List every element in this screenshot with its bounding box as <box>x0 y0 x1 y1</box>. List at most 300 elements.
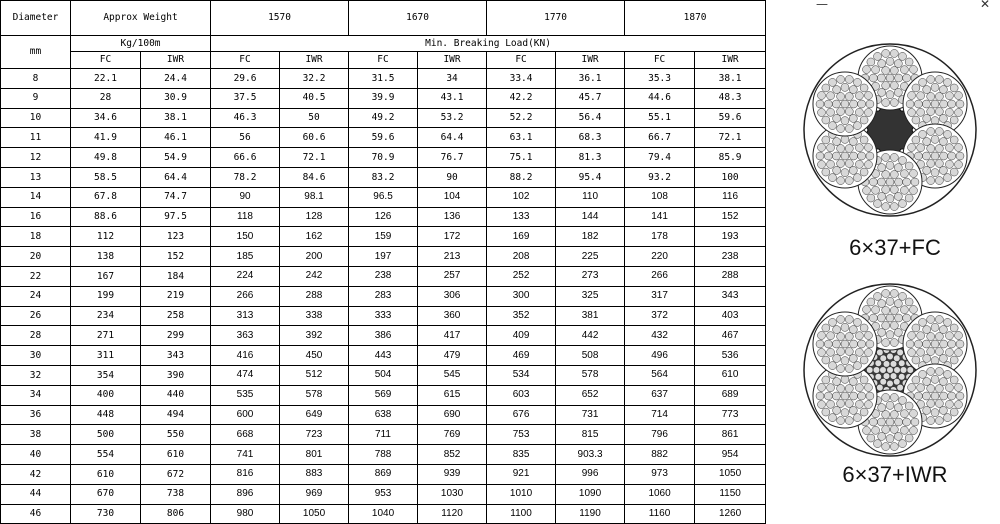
value-cell: 578 <box>556 365 625 385</box>
value-cell: 152 <box>141 247 211 267</box>
value-cell: 76.7 <box>418 148 487 168</box>
value-cell: 95.4 <box>556 167 625 187</box>
table-row <box>1 266 766 286</box>
table-row <box>1 207 766 227</box>
value-cell: 22.1 <box>71 69 141 89</box>
diameter-cell: 22 <box>1 266 71 286</box>
value-cell: 496 <box>625 346 695 366</box>
value-cell: 199 <box>71 286 141 306</box>
value-cell: 53.2 <box>418 108 487 128</box>
table-row <box>1 88 766 108</box>
diameter-cell: 16 <box>1 207 71 227</box>
iwr-header: IWR <box>141 52 211 69</box>
diameter-cell: 18 <box>1 227 71 247</box>
value-cell: 100 <box>695 167 766 187</box>
value-cell: 996 <box>556 464 625 484</box>
value-cell: 372 <box>625 306 695 326</box>
diameter-cell: 38 <box>1 425 71 445</box>
diameter-cell: 42 <box>1 464 71 484</box>
value-cell: 58.5 <box>71 167 141 187</box>
value-cell: 1010 <box>487 484 556 504</box>
value-cell: 1260 <box>695 504 766 524</box>
value-cell: 953 <box>349 484 418 504</box>
value-cell: 128 <box>280 207 349 227</box>
value-cell: 182 <box>556 227 625 247</box>
value-cell: 969 <box>280 484 349 504</box>
value-cell: 390 <box>141 365 211 385</box>
value-cell: 769 <box>418 425 487 445</box>
value-cell: 690 <box>418 405 487 425</box>
value-cell: 93.2 <box>625 167 695 187</box>
value-cell: 730 <box>71 504 141 524</box>
value-cell: 801 <box>280 445 349 465</box>
value-cell: 896 <box>211 484 280 504</box>
value-cell: 185 <box>211 247 280 267</box>
diameter-cell: 40 <box>1 445 71 465</box>
table-row <box>1 346 766 366</box>
value-cell: 66.6 <box>211 148 280 168</box>
value-cell: 45.7 <box>556 88 625 108</box>
diameter-cell: 12 <box>1 148 71 168</box>
value-cell: 193 <box>695 227 766 247</box>
value-cell: 64.4 <box>141 167 211 187</box>
value-cell: 861 <box>695 425 766 445</box>
value-cell: 450 <box>280 346 349 366</box>
table-row <box>1 286 766 306</box>
value-cell: 220 <box>625 247 695 267</box>
diameter-cell: 8 <box>1 69 71 89</box>
value-cell: 299 <box>141 326 211 346</box>
value-cell: 723 <box>280 425 349 445</box>
value-cell: 273 <box>556 266 625 286</box>
value-cell: 494 <box>141 405 211 425</box>
fc-header: FC <box>71 52 141 69</box>
value-cell: 1050 <box>280 504 349 524</box>
diameter-cell: 46 <box>1 504 71 524</box>
value-cell: 123 <box>141 227 211 247</box>
table-row <box>1 108 766 128</box>
value-cell: 40.5 <box>280 88 349 108</box>
table-row <box>1 69 766 89</box>
value-cell: 112 <box>71 227 141 247</box>
value-cell: 266 <box>211 286 280 306</box>
value-cell: 169 <box>487 227 556 247</box>
value-cell: 271 <box>71 326 141 346</box>
value-cell: 569 <box>349 385 418 405</box>
value-cell: 638 <box>349 405 418 425</box>
table-row <box>1 464 766 484</box>
value-cell: 81.3 <box>556 148 625 168</box>
value-cell: 676 <box>487 405 556 425</box>
value-cell: 300 <box>487 286 556 306</box>
value-cell: 64.4 <box>418 128 487 148</box>
value-cell: 416 <box>211 346 280 366</box>
value-cell: 440 <box>141 385 211 405</box>
value-cell: 44.6 <box>625 88 695 108</box>
value-cell: 564 <box>625 365 695 385</box>
value-cell: 32.2 <box>280 69 349 89</box>
value-cell: 882 <box>625 445 695 465</box>
value-cell: 30.9 <box>141 88 211 108</box>
value-cell: 504 <box>349 365 418 385</box>
value-cell: 403 <box>695 306 766 326</box>
value-cell: 815 <box>556 425 625 445</box>
value-cell: 159 <box>349 227 418 247</box>
value-cell: 443 <box>349 346 418 366</box>
value-cell: 66.7 <box>625 128 695 148</box>
value-cell: 400 <box>71 385 141 405</box>
table-row <box>1 385 766 405</box>
value-cell: 184 <box>141 266 211 286</box>
diameter-cell: 24 <box>1 286 71 306</box>
value-cell: 603 <box>487 385 556 405</box>
value-cell: 363 <box>211 326 280 346</box>
value-cell: 610 <box>695 365 766 385</box>
value-cell: 939 <box>418 464 487 484</box>
fc-header: FC <box>211 52 280 69</box>
value-cell: 672 <box>141 464 211 484</box>
value-cell: 97.5 <box>141 207 211 227</box>
value-cell: 141 <box>625 207 695 227</box>
value-cell: 973 <box>625 464 695 484</box>
value-cell: 208 <box>487 247 556 267</box>
grade-1870-header: 1870 <box>625 1 766 36</box>
value-cell: 954 <box>695 445 766 465</box>
value-cell: 311 <box>71 346 141 366</box>
value-cell: 167 <box>71 266 141 286</box>
value-cell: 731 <box>556 405 625 425</box>
value-cell: 266 <box>625 266 695 286</box>
value-cell: 381 <box>556 306 625 326</box>
value-cell: 1060 <box>625 484 695 504</box>
value-cell: 225 <box>556 247 625 267</box>
rope-6x37-iwr-diagram <box>800 280 980 460</box>
value-cell: 288 <box>280 286 349 306</box>
table-row <box>1 187 766 207</box>
diameter-cell: 14 <box>1 187 71 207</box>
close-icon: ✕ <box>980 0 991 11</box>
diameter-cell: 36 <box>1 405 71 425</box>
value-cell: 88.2 <box>487 167 556 187</box>
value-cell: 144 <box>556 207 625 227</box>
approx-weight-header: Approx Weight <box>71 1 211 36</box>
iwr-header: IWR <box>695 52 766 69</box>
value-cell: 102 <box>487 187 556 207</box>
value-cell: 512 <box>280 365 349 385</box>
value-cell: 796 <box>625 425 695 445</box>
value-cell: 306 <box>418 286 487 306</box>
value-cell: 110 <box>556 187 625 207</box>
value-cell: 360 <box>418 306 487 326</box>
diameter-header: Diameter <box>1 1 71 36</box>
value-cell: 75.1 <box>487 148 556 168</box>
value-cell: 325 <box>556 286 625 306</box>
value-cell: 63.1 <box>487 128 556 148</box>
value-cell: 313 <box>211 306 280 326</box>
value-cell: 118 <box>211 207 280 227</box>
value-cell: 610 <box>141 445 211 465</box>
diameter-cell: 32 <box>1 365 71 385</box>
value-cell: 59.6 <box>695 108 766 128</box>
value-cell: 152 <box>695 207 766 227</box>
value-cell: 50 <box>280 108 349 128</box>
fc-header: FC <box>487 52 556 69</box>
diameter-cell: 20 <box>1 247 71 267</box>
value-cell: 338 <box>280 306 349 326</box>
diameter-cell: 10 <box>1 108 71 128</box>
value-cell: 550 <box>141 425 211 445</box>
value-cell: 234 <box>71 306 141 326</box>
value-cell: 52.2 <box>487 108 556 128</box>
value-cell: 1030 <box>418 484 487 504</box>
value-cell: 816 <box>211 464 280 484</box>
value-cell: 479 <box>418 346 487 366</box>
value-cell: 869 <box>349 464 418 484</box>
iwr-header: IWR <box>418 52 487 69</box>
value-cell: 257 <box>418 266 487 286</box>
table-row <box>1 247 766 267</box>
value-cell: 386 <box>349 326 418 346</box>
value-cell: 980 <box>211 504 280 524</box>
diameter-cell: 34 <box>1 385 71 405</box>
value-cell: 84.6 <box>280 167 349 187</box>
value-cell: 741 <box>211 445 280 465</box>
value-cell: 711 <box>349 425 418 445</box>
value-cell: 417 <box>418 326 487 346</box>
value-cell: 835 <box>487 445 556 465</box>
value-cell: 150 <box>211 227 280 247</box>
grade-1670-header: 1670 <box>349 1 487 36</box>
value-cell: 172 <box>418 227 487 247</box>
value-cell: 126 <box>349 207 418 227</box>
value-cell: 578 <box>280 385 349 405</box>
value-cell: 317 <box>625 286 695 306</box>
value-cell: 90 <box>418 167 487 187</box>
value-cell: 78.2 <box>211 167 280 187</box>
value-cell: 714 <box>625 405 695 425</box>
value-cell: 252 <box>487 266 556 286</box>
value-cell: 600 <box>211 405 280 425</box>
table-row <box>1 306 766 326</box>
value-cell: 442 <box>556 326 625 346</box>
value-cell: 392 <box>280 326 349 346</box>
diameter-cell: 26 <box>1 306 71 326</box>
diameter-cell: 13 <box>1 167 71 187</box>
value-cell: 41.9 <box>71 128 141 148</box>
value-cell: 90 <box>211 187 280 207</box>
value-cell: 668 <box>211 425 280 445</box>
value-cell: 56.4 <box>556 108 625 128</box>
iwr-header: IWR <box>556 52 625 69</box>
table-row <box>1 445 766 465</box>
value-cell: 60.6 <box>280 128 349 148</box>
value-cell: 68.3 <box>556 128 625 148</box>
value-cell: 224 <box>211 266 280 286</box>
value-cell: 352 <box>487 306 556 326</box>
value-cell: 72.1 <box>280 148 349 168</box>
table-row <box>1 326 766 346</box>
value-cell: 508 <box>556 346 625 366</box>
value-cell: 534 <box>487 365 556 385</box>
value-cell: 88.6 <box>71 207 141 227</box>
min-breaking-load-header: Min. Breaking Load(KN) <box>211 36 766 52</box>
value-cell: 773 <box>695 405 766 425</box>
value-cell: 637 <box>625 385 695 405</box>
value-cell: 213 <box>418 247 487 267</box>
value-cell: 96.5 <box>349 187 418 207</box>
value-cell: 652 <box>556 385 625 405</box>
value-cell: 49.8 <box>71 148 141 168</box>
table-row <box>1 365 766 385</box>
value-cell: 903.3 <box>556 445 625 465</box>
value-cell: 56 <box>211 128 280 148</box>
value-cell: 500 <box>71 425 141 445</box>
value-cell: 219 <box>141 286 211 306</box>
value-cell: 615 <box>418 385 487 405</box>
value-cell: 1150 <box>695 484 766 504</box>
value-cell: 54.9 <box>141 148 211 168</box>
value-cell: 31.5 <box>349 69 418 89</box>
value-cell: 83.2 <box>349 167 418 187</box>
rope-6x37-fc-diagram <box>800 40 980 220</box>
value-cell: 43.1 <box>418 88 487 108</box>
value-cell: 1050 <box>695 464 766 484</box>
value-cell: 333 <box>349 306 418 326</box>
value-cell: 33.4 <box>487 69 556 89</box>
value-cell: 104 <box>418 187 487 207</box>
value-cell: 136 <box>418 207 487 227</box>
value-cell: 108 <box>625 187 695 207</box>
value-cell: 42.2 <box>487 88 556 108</box>
value-cell: 197 <box>349 247 418 267</box>
value-cell: 1100 <box>487 504 556 524</box>
value-cell: 55.1 <box>625 108 695 128</box>
value-cell: 79.4 <box>625 148 695 168</box>
value-cell: 34 <box>418 69 487 89</box>
table-row <box>1 128 766 148</box>
fc-header: FC <box>349 52 418 69</box>
table-row <box>1 484 766 504</box>
value-cell: 1190 <box>556 504 625 524</box>
rope-6x37-fc-caption: 6×37+FC <box>849 235 941 260</box>
value-cell: 689 <box>695 385 766 405</box>
minimize-icon: — <box>816 0 828 11</box>
grade-1570-header: 1570 <box>211 1 349 36</box>
diameter-cell: 44 <box>1 484 71 504</box>
value-cell: 46.1 <box>141 128 211 148</box>
value-cell: 343 <box>141 346 211 366</box>
value-cell: 162 <box>280 227 349 247</box>
table-row <box>1 148 766 168</box>
value-cell: 242 <box>280 266 349 286</box>
value-cell: 467 <box>695 326 766 346</box>
value-cell: 1160 <box>625 504 695 524</box>
value-cell: 238 <box>695 247 766 267</box>
value-cell: 852 <box>418 445 487 465</box>
value-cell: 49.2 <box>349 108 418 128</box>
value-cell: 649 <box>280 405 349 425</box>
value-cell: 1040 <box>349 504 418 524</box>
diameter-cell: 9 <box>1 88 71 108</box>
value-cell: 38.1 <box>695 69 766 89</box>
table-row <box>1 425 766 445</box>
value-cell: 448 <box>71 405 141 425</box>
weight-unit: Kg/100m <box>71 36 211 52</box>
value-cell: 34.6 <box>71 108 141 128</box>
table-row <box>1 405 766 425</box>
table-row <box>1 504 766 524</box>
iwr-header: IWR <box>280 52 349 69</box>
value-cell: 35.3 <box>625 69 695 89</box>
value-cell: 883 <box>280 464 349 484</box>
value-cell: 474 <box>211 365 280 385</box>
fc-header: FC <box>625 52 695 69</box>
value-cell: 343 <box>695 286 766 306</box>
value-cell: 72.1 <box>695 128 766 148</box>
value-cell: 24.4 <box>141 69 211 89</box>
value-cell: 806 <box>141 504 211 524</box>
value-cell: 59.6 <box>349 128 418 148</box>
value-cell: 921 <box>487 464 556 484</box>
value-cell: 354 <box>71 365 141 385</box>
diameter-cell: 30 <box>1 346 71 366</box>
value-cell: 29.6 <box>211 69 280 89</box>
value-cell: 67.8 <box>71 187 141 207</box>
value-cell: 238 <box>349 266 418 286</box>
diameter-unit: mm <box>1 36 71 69</box>
diameter-cell: 11 <box>1 128 71 148</box>
value-cell: 536 <box>695 346 766 366</box>
value-cell: 200 <box>280 247 349 267</box>
value-cell: 48.3 <box>695 88 766 108</box>
value-cell: 1090 <box>556 484 625 504</box>
value-cell: 432 <box>625 326 695 346</box>
value-cell: 545 <box>418 365 487 385</box>
value-cell: 37.5 <box>211 88 280 108</box>
table-body <box>1 69 766 524</box>
value-cell: 116 <box>695 187 766 207</box>
grade-1770-header: 1770 <box>487 1 625 36</box>
rope-6x37-iwr-caption: 6×37+IWR <box>842 462 948 487</box>
value-cell: 28 <box>71 88 141 108</box>
table-row <box>1 227 766 247</box>
value-cell: 788 <box>349 445 418 465</box>
value-cell: 753 <box>487 425 556 445</box>
value-cell: 610 <box>71 464 141 484</box>
value-cell: 670 <box>71 484 141 504</box>
value-cell: 1120 <box>418 504 487 524</box>
value-cell: 554 <box>71 445 141 465</box>
value-cell: 74.7 <box>141 187 211 207</box>
diameter-cell: 28 <box>1 326 71 346</box>
value-cell: 409 <box>487 326 556 346</box>
value-cell: 98.1 <box>280 187 349 207</box>
value-cell: 46.3 <box>211 108 280 128</box>
value-cell: 133 <box>487 207 556 227</box>
value-cell: 469 <box>487 346 556 366</box>
table-row <box>1 167 766 187</box>
value-cell: 85.9 <box>695 148 766 168</box>
value-cell: 738 <box>141 484 211 504</box>
value-cell: 283 <box>349 286 418 306</box>
value-cell: 258 <box>141 306 211 326</box>
value-cell: 535 <box>211 385 280 405</box>
value-cell: 178 <box>625 227 695 247</box>
rope-figures <box>790 0 1000 492</box>
value-cell: 39.9 <box>349 88 418 108</box>
value-cell: 70.9 <box>349 148 418 168</box>
value-cell: 288 <box>695 266 766 286</box>
